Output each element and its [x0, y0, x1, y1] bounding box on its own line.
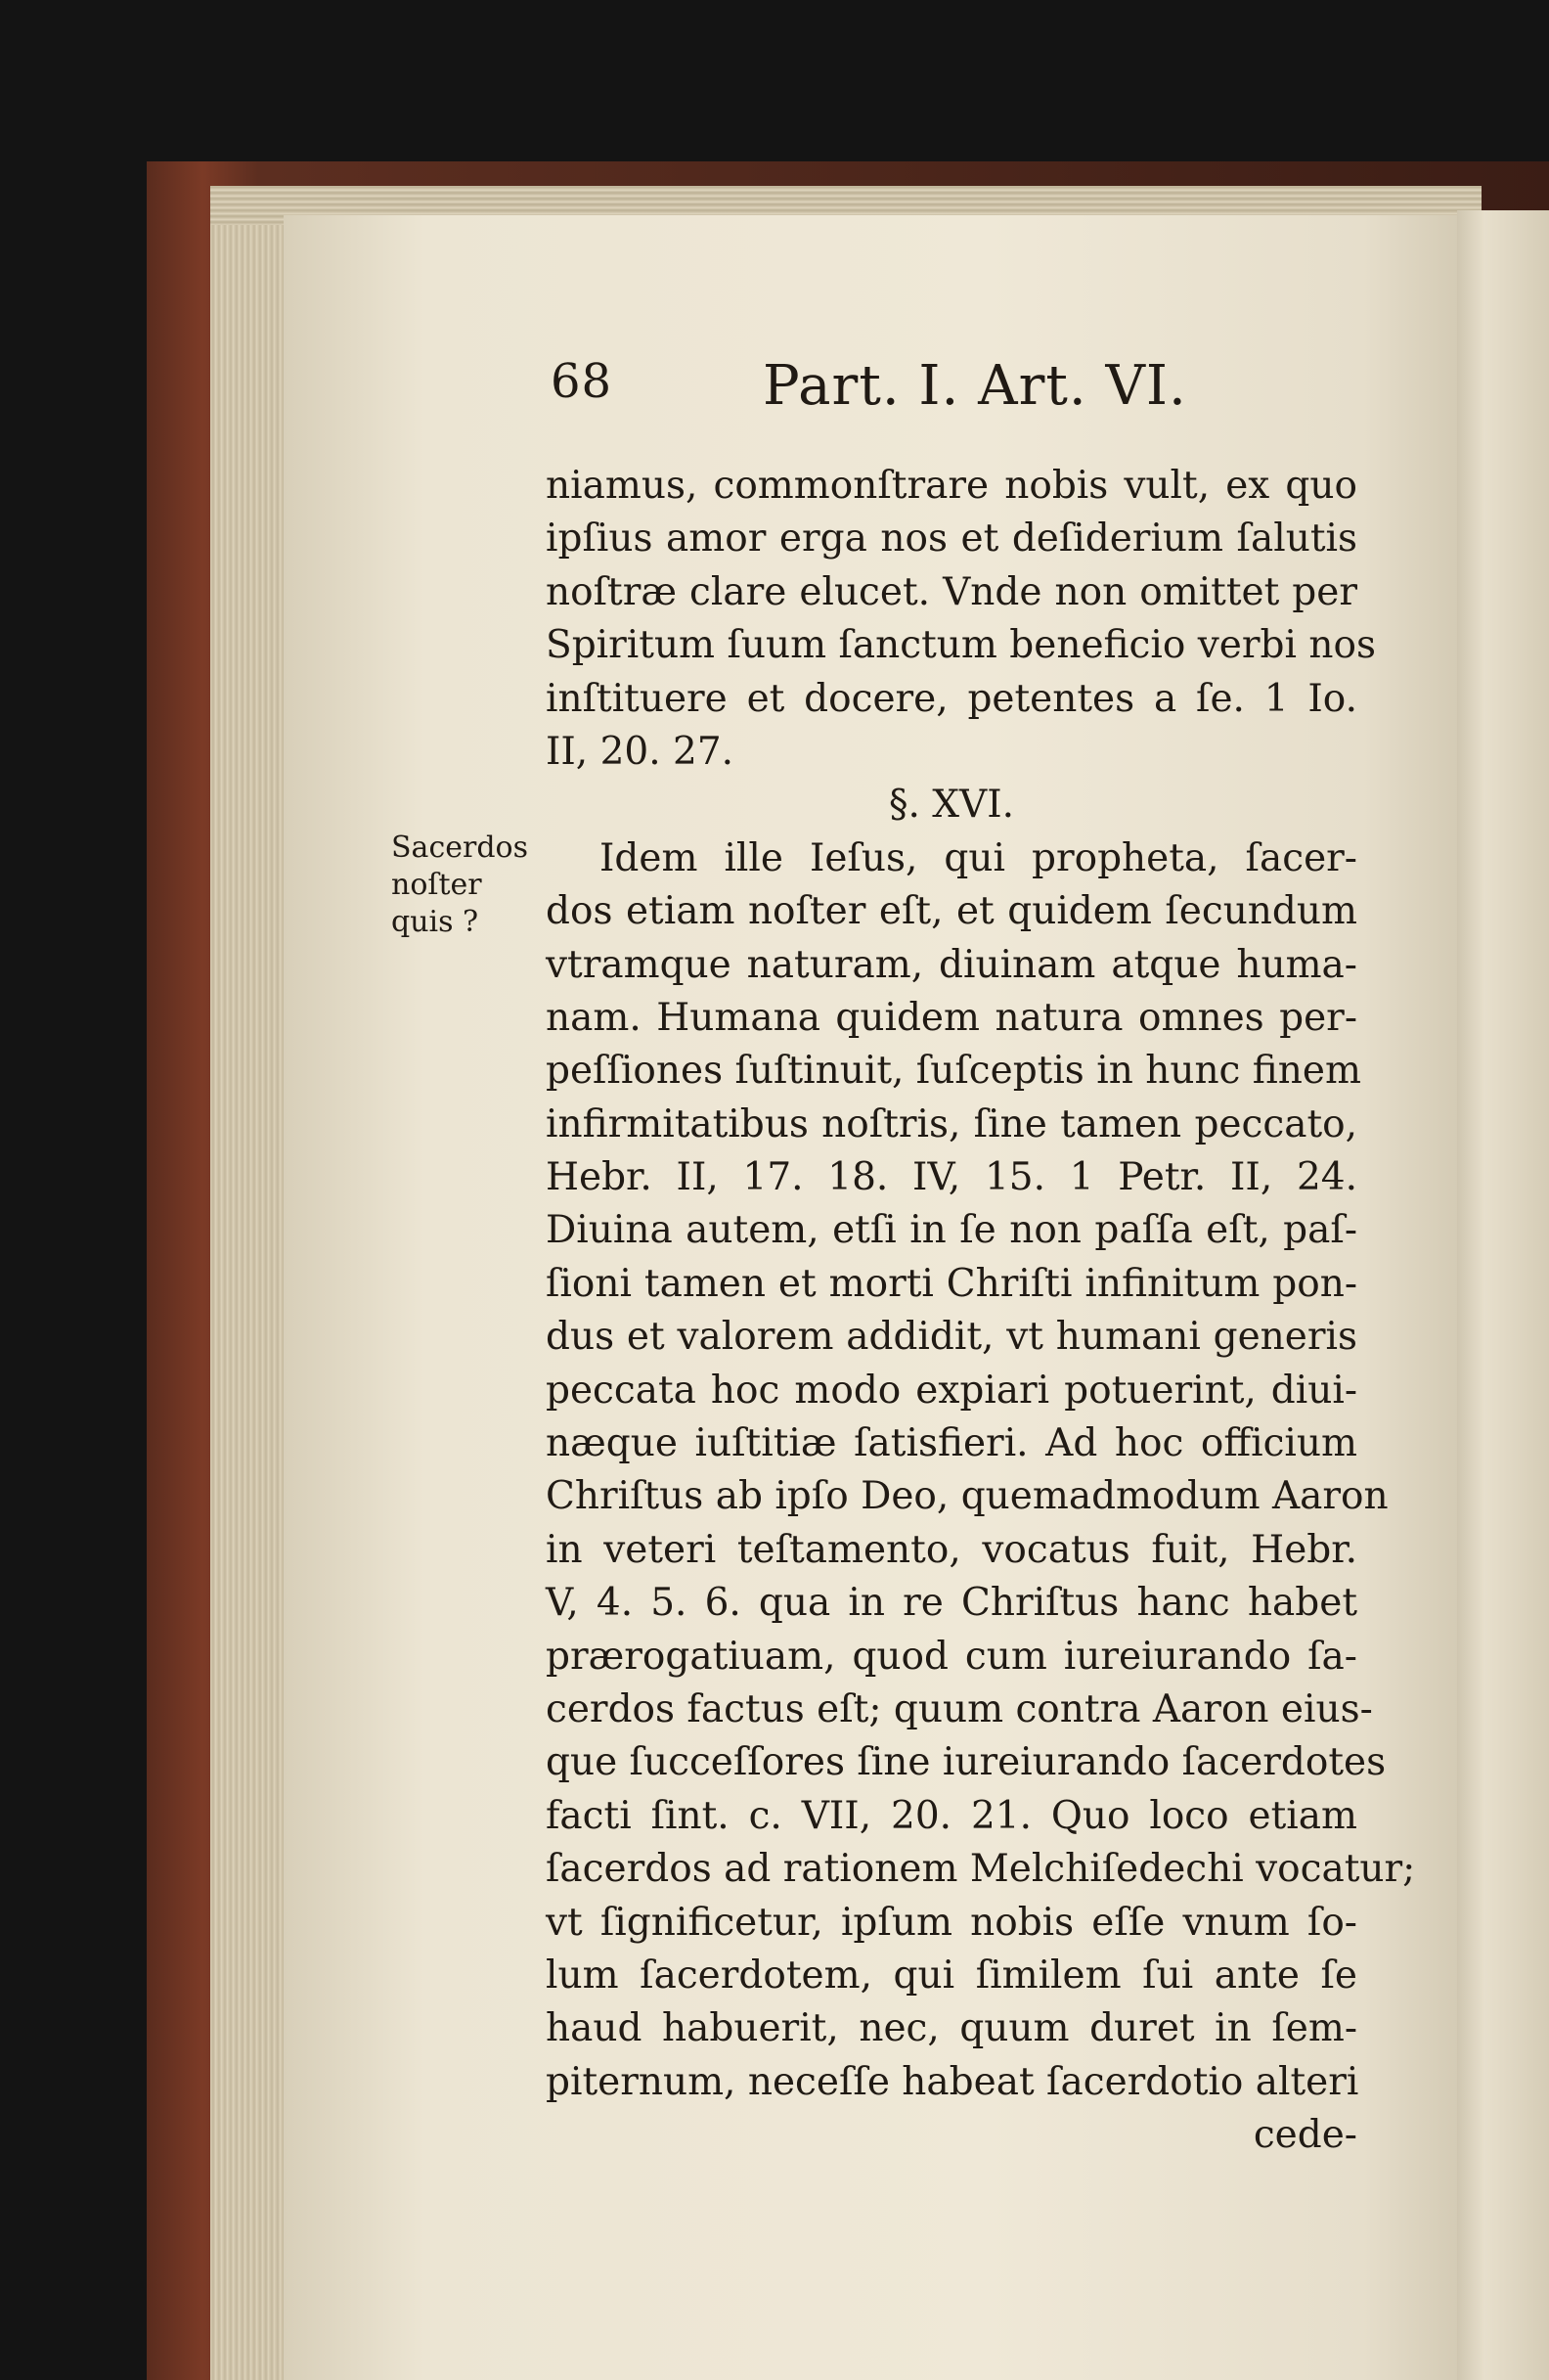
text-line: lum ſacerdotem, qui ſimilem ſui ante ſe: [546, 1953, 1357, 1998]
text-line: Diuina autem, etſi in ſe non paſſa eſt, paſ-: [546, 1208, 1357, 1253]
text-line: vtramque naturam, diuinam atque huma-: [546, 942, 1357, 987]
text-line: ipſius amor erga nos et deſiderium ſalutis: [546, 516, 1357, 561]
text-line: dos etiam noſter eſt, et quidem ſecundum: [546, 889, 1357, 934]
text-line: nam. Humana quidem natura omnes per-: [546, 995, 1357, 1040]
text-line: infirmitatibus noſtris, ſine tamen peccato,: [546, 1101, 1357, 1146]
running-head: [284, 354, 1457, 432]
text-line: vt ſignificetur, ipſum nobis eſſe vnum ſo-: [546, 1900, 1357, 1945]
text-line: Chriſtus ab ipſo Deo, quemadmodum Aaron: [546, 1474, 1389, 1519]
text-line: piternum, neceſſe habeat ſacerdotio alteri: [546, 2059, 1359, 2104]
text-line: haud habuerit, nec, quum duret in ſem-: [546, 2006, 1357, 2051]
text-line: que ſucceſſores ſine iureiurando ſacerdotes: [546, 1740, 1387, 1785]
text-line: næque iuſtitiæ ſatisfieri. Ad hoc officium: [546, 1421, 1357, 1466]
text-line: V, 4. 5. 6. qua in re Chriſtus hanc habet: [546, 1581, 1357, 1626]
text-line: Hebr. II, 17. 18. IV, 15. 1 Petr. II, 24.: [546, 1155, 1357, 1200]
text-line: inſtituere et docere, petentes a ſe. 1 Io.: [546, 676, 1357, 721]
text-line: II, 20. 27.: [546, 729, 734, 774]
text-line: noſtræ clare elucet. Vnde non omittet per: [546, 569, 1357, 614]
gutter-facing-page: [1457, 210, 1549, 2380]
text-line: prærogatiuam, quod cum iureiurando ſa-: [546, 1634, 1357, 1679]
text-line: peccata hoc modo expiari potuerint, diui-: [546, 1368, 1357, 1413]
text-line: dus et valorem addidit, vt humani generis: [546, 1315, 1357, 1360]
text-line: facti ſint. c. VII, 20. 21. Quo loco etiam: [546, 1793, 1357, 1838]
text-line: peſſiones ſuſtinuit, ſuſceptis in hunc finem: [546, 1049, 1361, 1094]
marginal-note-line: Sacerdos: [391, 831, 528, 865]
text-line: ſioni tamen et morti Chriſti infinitum pon-: [546, 1261, 1357, 1306]
text-line: cerdos factus eſt; quum contra Aaron eius-: [546, 1686, 1373, 1731]
marginal-note: [391, 830, 538, 941]
text-line: in veteri teſtamento, vocatus fuit, Hebr.: [546, 1527, 1357, 1572]
book-page: [284, 215, 1457, 2380]
marginal-note-line: noſter: [391, 868, 482, 902]
text-line: Spiritum ſuum ſanctum beneficio verbi nos: [546, 623, 1376, 668]
marginal-note-line: quis ?: [391, 905, 479, 939]
running-title: Part. I. Art. VI.: [763, 354, 1187, 418]
catchword: cede-: [1253, 2113, 1357, 2158]
body-text: [546, 460, 1416, 2163]
section-heading: §. XVI.: [888, 783, 1015, 828]
text-line: ſacerdos ad rationem Melchiſedechi vocatur;: [546, 1847, 1416, 1892]
text-line: niamus, commonſtrare nobis vult, ex quo: [546, 464, 1357, 508]
page-number: 68: [551, 354, 613, 409]
text-line: Idem ille Ieſus, qui propheta, ſacer-: [599, 835, 1357, 880]
